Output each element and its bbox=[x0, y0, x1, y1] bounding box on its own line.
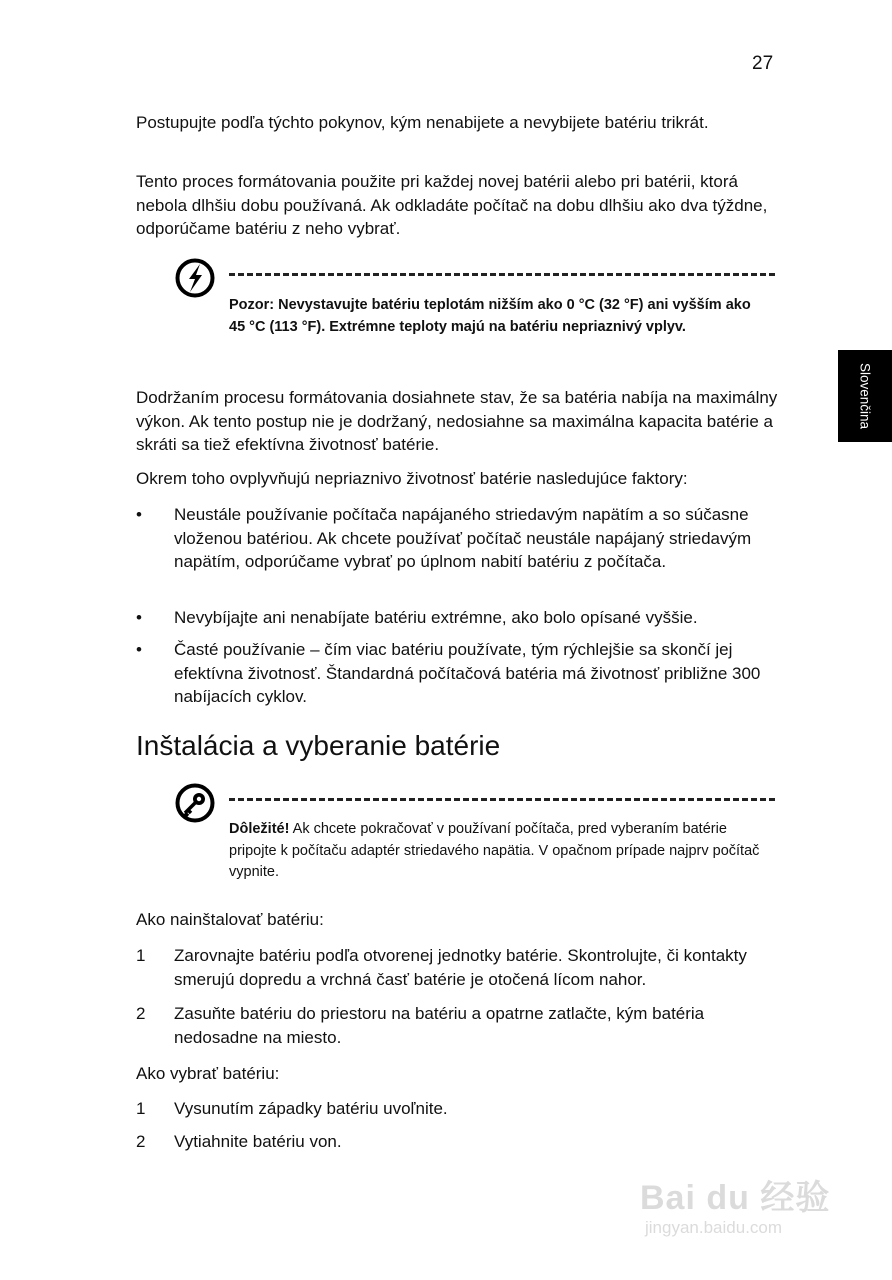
install-step bbox=[136, 944, 786, 991]
bullet-marker: • bbox=[136, 608, 142, 627]
bullet-text: Neustále používanie počítača napájaného striedavým napätím a so súčasne vloženou batériou. Ak chcete používať počítač neustále napájaný striedavým napätím, odporúčame vybrať po úplnom nabití batériu z počítača. bbox=[174, 505, 752, 571]
bullet-item bbox=[136, 503, 786, 574]
paragraph-1: Postupujte podľa týchto pokynov, kým nenabijete a nevybijete batériu trikrát. bbox=[136, 113, 709, 132]
remove-step bbox=[136, 1097, 786, 1121]
step-text: Vytiahnite batériu von. bbox=[174, 1132, 342, 1151]
bullet-text: Časté používanie – čím viac batériu používate, tým rýchlejšie sa skončí jej efektívna životnosť. Štandardná počítačová batéria má životnosť približne 300 nabíjacích cyklov. bbox=[174, 640, 761, 706]
paragraph-3: Dodržaním procesu formátovania dosiahnete stav, že sa batéria nabíja na maximálny výkon. Ak tento postup nie je dodržaný, nedosiahne sa maximálna kapacita batérie a skráti sa tiež efektívna životnosť batérie. bbox=[136, 388, 778, 454]
step-number: 1 bbox=[136, 946, 146, 965]
bullet-item bbox=[136, 638, 786, 709]
install-intro: Ako nainštalovať batériu: bbox=[136, 910, 324, 929]
step-text: Zasuňte batériu do priestoru na batériu a opatrne zatlačte, kým batéria nedosadne na miesto. bbox=[174, 1004, 705, 1047]
warning-divider bbox=[229, 273, 775, 276]
important-divider bbox=[229, 798, 775, 801]
paragraph-2: Tento proces formátovania použite pri každej novej batérii alebo pri batérii, ktorá nebola dlhšiu dobu používaná. Ak odkladáte počítač na dobu dlhšiu ako dva týždne, odporúčame batériu z neho vybrať. bbox=[136, 172, 768, 238]
important-key-icon bbox=[174, 782, 216, 824]
step-text: Vysunutím západky batériu uvoľnite. bbox=[174, 1099, 448, 1118]
watermark-url: jingyan.baidu.com bbox=[645, 1218, 783, 1237]
language-side-tab bbox=[838, 350, 892, 442]
install-step bbox=[136, 1002, 786, 1049]
important-note bbox=[229, 819, 769, 884]
bullet-marker: • bbox=[136, 640, 142, 659]
paragraph-4: Okrem toho ovplyvňujú nepriaznivo životnosť batérie nasledujúce faktory: bbox=[136, 469, 688, 488]
important-label: Dôležité! bbox=[229, 821, 290, 837]
side-tab-label: Slovenčina bbox=[857, 362, 873, 430]
warning-text: Pozor: Nevystavujte batériu teplotám nižším ako 0 °C (32 °F) ani vyšším ako 45 °C (113 °F). Extrémne teploty majú na batériu nepriaznivý vplyv. bbox=[229, 297, 751, 335]
step-number: 1 bbox=[136, 1099, 146, 1118]
remove-intro: Ako vybrať batériu: bbox=[136, 1064, 280, 1083]
bullet-item bbox=[136, 606, 786, 630]
important-text: Ak chcete pokračovať v používaní počítača, pred vyberaním batérie pripojte k počítaču adaptér striedavého napätia. V opačnom prípade najprv počítač vypnite. bbox=[229, 821, 760, 880]
step-text: Zarovnajte batériu podľa otvorenej jednotky batérie. Skontrolujte, či kontakty smerujú dopredu a vrchná časť batérie je otočená lícom nahor. bbox=[174, 946, 747, 989]
watermark bbox=[640, 1150, 840, 1250]
section-heading: Inštalácia a vyberanie batérie bbox=[136, 730, 501, 761]
bullet-text: Nevybíjajte ani nenabíjate batériu extrémne, ako bolo opísané vyššie. bbox=[174, 608, 698, 627]
step-number: 2 bbox=[136, 1004, 146, 1023]
bullet-marker: • bbox=[136, 505, 142, 524]
step-number: 2 bbox=[136, 1132, 146, 1151]
warning-lightning-icon bbox=[174, 257, 216, 299]
page-number: 27 bbox=[752, 53, 774, 74]
watermark-brand: Bai du 经验 bbox=[640, 1179, 831, 1217]
